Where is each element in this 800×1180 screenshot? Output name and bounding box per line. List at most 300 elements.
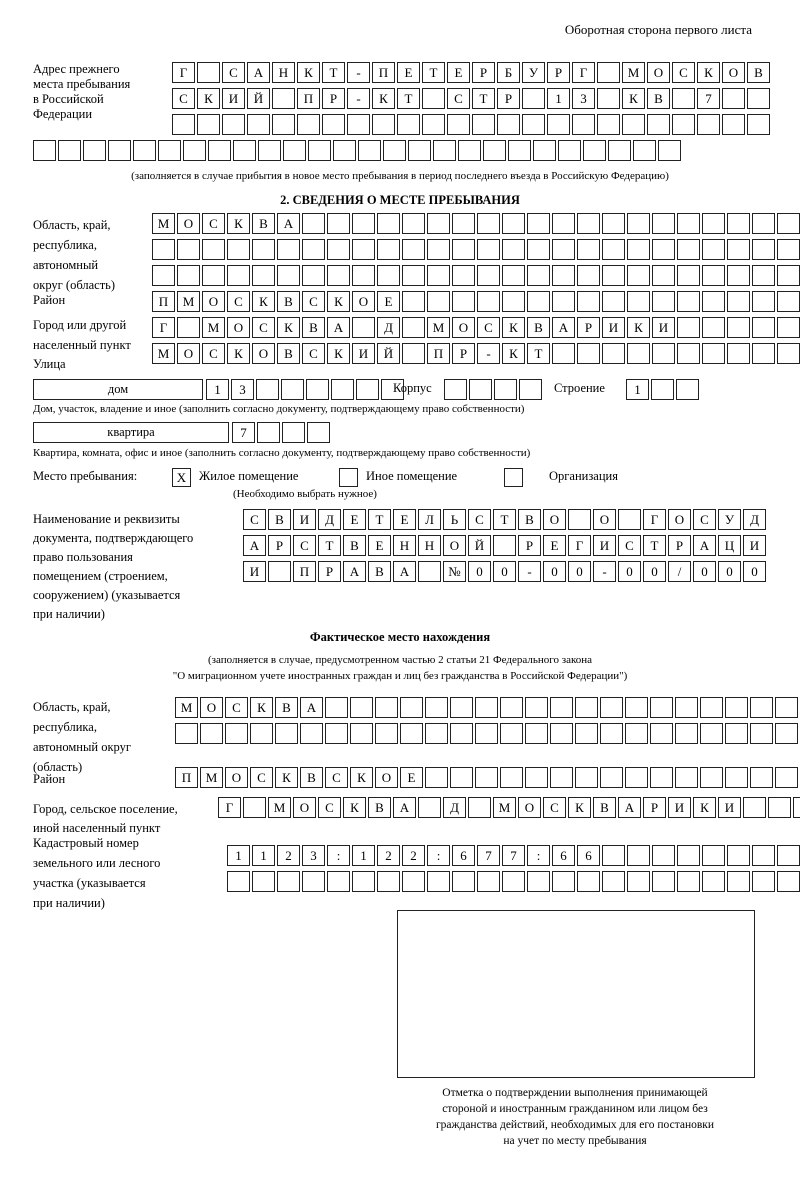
cadastral-r2-cell-14[interactable] (577, 871, 600, 892)
prev-address-r4-cell-11[interactable] (308, 140, 331, 161)
region-r3-cell-15[interactable] (527, 265, 550, 286)
actual-city-cell-11[interactable]: М (493, 797, 516, 818)
cadastral-r1-cell-20[interactable] (727, 845, 750, 866)
region-r1-cell-21[interactable] (677, 213, 700, 234)
city-r1-cell-22[interactable] (702, 317, 725, 338)
cadastral-r2-cell-13[interactable] (552, 871, 575, 892)
cadastral-r2-cell-10[interactable] (477, 871, 500, 892)
city-r1-cell-8[interactable] (352, 317, 375, 338)
prev-address-r2-cell-17[interactable] (597, 88, 620, 109)
region-r2-cell-9[interactable] (377, 239, 400, 260)
cadastral-r1-cell-13[interactable]: 6 (552, 845, 575, 866)
document-r3-cell-8[interactable]: № (443, 561, 466, 582)
cadastral-r1-cell-11[interactable]: 7 (502, 845, 525, 866)
street-cell-16[interactable] (552, 343, 575, 364)
city-r1-cell-17[interactable]: Р (577, 317, 600, 338)
prev-address-row-4[interactable] (33, 140, 683, 161)
prev-address-r1-cell-10[interactable]: Т (422, 62, 445, 83)
region-row-1[interactable] (152, 213, 800, 234)
actual-district-cell-11[interactable] (450, 767, 473, 788)
district-cell-19[interactable] (627, 291, 650, 312)
region-r2-cell-6[interactable] (302, 239, 325, 260)
house-cell-2[interactable] (256, 379, 279, 400)
flat-cells[interactable] (232, 422, 332, 443)
city-r1-cell-6[interactable]: В (302, 317, 325, 338)
prev-address-r4-cell-10[interactable] (283, 140, 306, 161)
stroenie-cells[interactable] (626, 379, 701, 400)
district-cell-24[interactable] (752, 291, 775, 312)
region-r3-cell-24[interactable] (752, 265, 775, 286)
actual-region-r1-cell-7[interactable] (350, 697, 373, 718)
cadastral-row-1[interactable] (227, 845, 800, 866)
region-r3-cell-10[interactable] (402, 265, 425, 286)
house-cell-6[interactable] (356, 379, 379, 400)
document-r3-cell-15[interactable]: 0 (618, 561, 641, 582)
document-r2-cell-9[interactable]: Й (468, 535, 491, 556)
district-cell-20[interactable] (652, 291, 675, 312)
cadastral-r2-cell-17[interactable] (652, 871, 675, 892)
region-r2-cell-16[interactable] (552, 239, 575, 260)
street-cell-17[interactable] (577, 343, 600, 364)
region-r2-cell-10[interactable] (402, 239, 425, 260)
actual-district-cell-21[interactable] (700, 767, 723, 788)
district-cell-4[interactable]: К (252, 291, 275, 312)
region-r1-cell-15[interactable] (527, 213, 550, 234)
actual-district-cell-2[interactable]: О (225, 767, 248, 788)
actual-region-r1-cell-8[interactable] (375, 697, 398, 718)
house-cell-0[interactable]: 1 (206, 379, 229, 400)
prev-address-r1-cell-3[interactable]: А (247, 62, 270, 83)
prev-address-r4-cell-0[interactable] (33, 140, 56, 161)
stroenie-cell-0[interactable]: 1 (626, 379, 649, 400)
prev-address-r4-cell-14[interactable] (383, 140, 406, 161)
prev-address-r3-cell-1[interactable] (197, 114, 220, 135)
region-r3-cell-0[interactable] (152, 265, 175, 286)
document-r1-cell-8[interactable]: Ь (443, 509, 466, 530)
actual-city-cell-18[interactable]: И (668, 797, 691, 818)
actual-region-r1-cell-0[interactable]: М (175, 697, 198, 718)
document-r1-cell-9[interactable]: С (468, 509, 491, 530)
prev-address-r1-cell-19[interactable]: О (647, 62, 670, 83)
street-cell-25[interactable] (777, 343, 800, 364)
prev-address-r4-cell-12[interactable] (333, 140, 356, 161)
cadastral-r1-cell-10[interactable]: 7 (477, 845, 500, 866)
actual-district-row[interactable] (175, 767, 800, 788)
city-r1-cell-11[interactable]: М (427, 317, 450, 338)
region-r2-cell-11[interactable] (427, 239, 450, 260)
flat-cell-1[interactable] (257, 422, 280, 443)
district-cell-23[interactable] (727, 291, 750, 312)
flat-cell-2[interactable] (282, 422, 305, 443)
region-r1-cell-6[interactable] (302, 213, 325, 234)
prev-address-r2-cell-9[interactable]: Т (397, 88, 420, 109)
district-cell-14[interactable] (502, 291, 525, 312)
actual-city-cell-13[interactable]: С (543, 797, 566, 818)
cadastral-r1-cell-15[interactable] (602, 845, 625, 866)
actual-region-r1-cell-24[interactable] (775, 697, 798, 718)
actual-region-r1-cell-20[interactable] (675, 697, 698, 718)
actual-region-r1-cell-13[interactable] (500, 697, 523, 718)
prev-address-r2-cell-3[interactable]: Й (247, 88, 270, 109)
actual-district-cell-12[interactable] (475, 767, 498, 788)
actual-region-r2-cell-0[interactable] (175, 723, 198, 744)
prev-address-r3-cell-0[interactable] (172, 114, 195, 135)
document-r2-cell-4[interactable]: В (343, 535, 366, 556)
house-cell-5[interactable] (331, 379, 354, 400)
korpus-cell-0[interactable] (444, 379, 467, 400)
cadastral-r2-cell-22[interactable] (777, 871, 800, 892)
actual-region-r1-cell-4[interactable]: В (275, 697, 298, 718)
city-r1-cell-21[interactable] (677, 317, 700, 338)
actual-region-r1-cell-17[interactable] (600, 697, 623, 718)
street-cell-19[interactable] (627, 343, 650, 364)
actual-city-cell-20[interactable]: И (718, 797, 741, 818)
prev-address-r1-cell-0[interactable]: Г (172, 62, 195, 83)
stay-type-checkbox-organization[interactable] (504, 468, 523, 487)
document-r1-cell-4[interactable]: Е (343, 509, 366, 530)
prev-address-row-3[interactable] (172, 114, 772, 135)
document-r2-cell-19[interactable]: Ц (718, 535, 741, 556)
prev-address-r4-cell-8[interactable] (233, 140, 256, 161)
cadastral-r1-cell-22[interactable] (777, 845, 800, 866)
district-cell-5[interactable]: В (277, 291, 300, 312)
prev-address-r3-cell-6[interactable] (322, 114, 345, 135)
district-cell-21[interactable] (677, 291, 700, 312)
document-r3-cell-10[interactable]: 0 (493, 561, 516, 582)
actual-city-cell-16[interactable]: А (618, 797, 641, 818)
prev-address-r4-cell-19[interactable] (508, 140, 531, 161)
city-r1-cell-24[interactable] (752, 317, 775, 338)
region-r3-cell-22[interactable] (702, 265, 725, 286)
district-cell-25[interactable] (777, 291, 800, 312)
actual-district-cell-15[interactable] (550, 767, 573, 788)
region-r1-cell-14[interactable] (502, 213, 525, 234)
street-cell-18[interactable] (602, 343, 625, 364)
document-r2-cell-8[interactable]: О (443, 535, 466, 556)
prev-address-r3-cell-4[interactable] (272, 114, 295, 135)
prev-address-r2-cell-10[interactable] (422, 88, 445, 109)
prev-address-r3-cell-11[interactable] (447, 114, 470, 135)
region-r3-cell-1[interactable] (177, 265, 200, 286)
prev-address-r1-cell-15[interactable]: Р (547, 62, 570, 83)
cadastral-r1-cell-6[interactable]: 2 (377, 845, 400, 866)
region-r2-cell-0[interactable] (152, 239, 175, 260)
document-r2-cell-6[interactable]: Н (393, 535, 416, 556)
actual-region-r2-cell-22[interactable] (725, 723, 748, 744)
region-r2-cell-24[interactable] (752, 239, 775, 260)
region-r2-cell-15[interactable] (527, 239, 550, 260)
cadastral-r1-cell-14[interactable]: 6 (577, 845, 600, 866)
region-r1-cell-16[interactable] (552, 213, 575, 234)
stroenie-cell-2[interactable] (676, 379, 699, 400)
cadastral-r1-cell-8[interactable]: : (427, 845, 450, 866)
document-r3-cell-17[interactable]: / (668, 561, 691, 582)
cadastral-r2-cell-19[interactable] (702, 871, 725, 892)
region-r1-cell-1[interactable]: О (177, 213, 200, 234)
region-r2-cell-5[interactable] (277, 239, 300, 260)
district-cell-13[interactable] (477, 291, 500, 312)
house-cell-1[interactable]: 3 (231, 379, 254, 400)
actual-city-row[interactable] (218, 797, 800, 818)
document-r2-cell-14[interactable]: И (593, 535, 616, 556)
prev-address-r1-cell-14[interactable]: У (522, 62, 545, 83)
actual-city-cell-4[interactable]: С (318, 797, 341, 818)
cadastral-r1-cell-18[interactable] (677, 845, 700, 866)
document-r1-cell-0[interactable]: С (243, 509, 266, 530)
document-r1-cell-20[interactable]: Д (743, 509, 766, 530)
actual-district-cell-5[interactable]: В (300, 767, 323, 788)
actual-city-cell-3[interactable]: О (293, 797, 316, 818)
prev-address-r2-cell-20[interactable] (672, 88, 695, 109)
prev-address-r2-cell-11[interactable]: С (447, 88, 470, 109)
document-r1-cell-12[interactable]: О (543, 509, 566, 530)
cadastral-r2-cell-2[interactable] (277, 871, 300, 892)
actual-region-r1-cell-22[interactable] (725, 697, 748, 718)
street-cell-24[interactable] (752, 343, 775, 364)
prev-address-r3-cell-3[interactable] (247, 114, 270, 135)
prev-address-r4-cell-23[interactable] (608, 140, 631, 161)
actual-region-r2-cell-21[interactable] (700, 723, 723, 744)
document-r1-cell-19[interactable]: У (718, 509, 741, 530)
document-r1-cell-7[interactable]: Л (418, 509, 441, 530)
city-r1-cell-7[interactable]: А (327, 317, 350, 338)
city-r1-cell-4[interactable]: С (252, 317, 275, 338)
cadastral-r2-cell-21[interactable] (752, 871, 775, 892)
district-cell-6[interactable]: С (302, 291, 325, 312)
prev-address-r2-cell-18[interactable]: К (622, 88, 645, 109)
region-r3-cell-17[interactable] (577, 265, 600, 286)
prev-address-r3-cell-13[interactable] (497, 114, 520, 135)
actual-region-r2-cell-10[interactable] (425, 723, 448, 744)
prev-address-r1-cell-22[interactable]: О (722, 62, 745, 83)
street-cell-14[interactable]: К (502, 343, 525, 364)
district-cell-15[interactable] (527, 291, 550, 312)
korpus-cell-3[interactable] (519, 379, 542, 400)
actual-city-cell-22[interactable] (768, 797, 791, 818)
city-r1-cell-25[interactable] (777, 317, 800, 338)
region-r3-cell-20[interactable] (652, 265, 675, 286)
region-r1-cell-2[interactable]: С (202, 213, 225, 234)
prev-address-r3-cell-14[interactable] (522, 114, 545, 135)
cadastral-r2-cell-11[interactable] (502, 871, 525, 892)
actual-region-row-2[interactable] (175, 723, 800, 744)
prev-address-r4-cell-22[interactable] (583, 140, 606, 161)
region-r2-cell-20[interactable] (652, 239, 675, 260)
street-cell-7[interactable]: К (327, 343, 350, 364)
document-r3-cell-6[interactable]: А (393, 561, 416, 582)
district-cell-17[interactable] (577, 291, 600, 312)
region-r1-cell-3[interactable]: К (227, 213, 250, 234)
prev-address-r3-cell-17[interactable] (597, 114, 620, 135)
actual-region-r2-cell-9[interactable] (400, 723, 423, 744)
city-r1-cell-19[interactable]: К (627, 317, 650, 338)
prev-address-r1-cell-17[interactable] (597, 62, 620, 83)
region-r3-cell-4[interactable] (252, 265, 275, 286)
actual-city-cell-9[interactable]: Д (443, 797, 466, 818)
region-r1-cell-0[interactable]: М (152, 213, 175, 234)
actual-city-cell-6[interactable]: В (368, 797, 391, 818)
stroenie-cell-1[interactable] (651, 379, 674, 400)
region-r2-cell-8[interactable] (352, 239, 375, 260)
region-r3-cell-5[interactable] (277, 265, 300, 286)
city-r1-cell-3[interactable]: О (227, 317, 250, 338)
actual-region-r2-cell-15[interactable] (550, 723, 573, 744)
document-r2-cell-1[interactable]: Р (268, 535, 291, 556)
prev-address-r4-cell-6[interactable] (183, 140, 206, 161)
actual-city-cell-17[interactable]: Р (643, 797, 666, 818)
prev-address-r2-cell-7[interactable]: - (347, 88, 370, 109)
region-r2-cell-19[interactable] (627, 239, 650, 260)
prev-address-r1-cell-11[interactable]: Е (447, 62, 470, 83)
document-r3-cell-19[interactable]: 0 (718, 561, 741, 582)
district-cell-7[interactable]: К (327, 291, 350, 312)
actual-city-cell-21[interactable] (743, 797, 766, 818)
actual-region-r2-cell-6[interactable] (325, 723, 348, 744)
actual-district-cell-10[interactable] (425, 767, 448, 788)
district-cell-8[interactable]: О (352, 291, 375, 312)
prev-address-r3-cell-8[interactable] (372, 114, 395, 135)
document-r3-cell-20[interactable]: 0 (743, 561, 766, 582)
region-r1-cell-11[interactable] (427, 213, 450, 234)
cadastral-r2-cell-1[interactable] (252, 871, 275, 892)
district-cell-16[interactable] (552, 291, 575, 312)
actual-region-r1-cell-12[interactable] (475, 697, 498, 718)
region-r3-cell-7[interactable] (327, 265, 350, 286)
prev-address-r4-cell-20[interactable] (533, 140, 556, 161)
actual-region-r1-cell-10[interactable] (425, 697, 448, 718)
actual-region-r1-cell-2[interactable]: С (225, 697, 248, 718)
prev-address-r2-cell-16[interactable]: 3 (572, 88, 595, 109)
stay-type-checkbox-other[interactable] (339, 468, 358, 487)
prev-address-r3-cell-10[interactable] (422, 114, 445, 135)
actual-district-cell-8[interactable]: О (375, 767, 398, 788)
region-r1-cell-4[interactable]: В (252, 213, 275, 234)
actual-region-r1-cell-14[interactable] (525, 697, 548, 718)
actual-district-cell-17[interactable] (600, 767, 623, 788)
region-r1-cell-7[interactable] (327, 213, 350, 234)
actual-city-cell-10[interactable] (468, 797, 491, 818)
street-cell-4[interactable]: О (252, 343, 275, 364)
prev-address-r2-cell-4[interactable] (272, 88, 295, 109)
document-r2-cell-20[interactable]: И (743, 535, 766, 556)
district-cell-2[interactable]: О (202, 291, 225, 312)
prev-address-r4-cell-17[interactable] (458, 140, 481, 161)
cadastral-r2-cell-16[interactable] (627, 871, 650, 892)
prev-address-r1-cell-18[interactable]: М (622, 62, 645, 83)
district-cell-18[interactable] (602, 291, 625, 312)
prev-address-r2-cell-15[interactable]: 1 (547, 88, 570, 109)
region-r3-cell-16[interactable] (552, 265, 575, 286)
prev-address-r4-cell-2[interactable] (83, 140, 106, 161)
prev-address-r3-cell-23[interactable] (747, 114, 770, 135)
document-r2-cell-18[interactable]: А (693, 535, 716, 556)
document-row-2[interactable] (243, 535, 768, 556)
prev-address-r2-cell-1[interactable]: К (197, 88, 220, 109)
document-row-3[interactable] (243, 561, 768, 582)
region-r1-cell-9[interactable] (377, 213, 400, 234)
region-r1-cell-8[interactable] (352, 213, 375, 234)
prev-address-r1-cell-8[interactable]: П (372, 62, 395, 83)
document-r3-cell-11[interactable]: - (518, 561, 541, 582)
actual-region-r2-cell-13[interactable] (500, 723, 523, 744)
document-r3-cell-14[interactable]: - (593, 561, 616, 582)
actual-region-r1-cell-11[interactable] (450, 697, 473, 718)
cadastral-r1-cell-0[interactable]: 1 (227, 845, 250, 866)
actual-district-cell-18[interactable] (625, 767, 648, 788)
korpus-cell-2[interactable] (494, 379, 517, 400)
region-r2-cell-17[interactable] (577, 239, 600, 260)
cadastral-r2-cell-20[interactable] (727, 871, 750, 892)
actual-district-cell-24[interactable] (775, 767, 798, 788)
actual-region-r1-cell-9[interactable] (400, 697, 423, 718)
region-r2-cell-7[interactable] (327, 239, 350, 260)
prev-address-r3-cell-18[interactable] (622, 114, 645, 135)
region-r3-cell-3[interactable] (227, 265, 250, 286)
region-r3-cell-25[interactable] (777, 265, 800, 286)
cadastral-r1-cell-12[interactable]: : (527, 845, 550, 866)
prev-address-r1-cell-4[interactable]: Н (272, 62, 295, 83)
flat-cell-0[interactable]: 7 (232, 422, 255, 443)
prev-address-r4-cell-18[interactable] (483, 140, 506, 161)
prev-address-r1-cell-12[interactable]: Р (472, 62, 495, 83)
cadastral-row-2[interactable] (227, 871, 800, 892)
actual-district-cell-3[interactable]: С (250, 767, 273, 788)
region-r2-cell-25[interactable] (777, 239, 800, 260)
document-r3-cell-1[interactable] (268, 561, 291, 582)
actual-district-cell-20[interactable] (675, 767, 698, 788)
region-r3-cell-13[interactable] (477, 265, 500, 286)
prev-address-r4-cell-7[interactable] (208, 140, 231, 161)
prev-address-r3-cell-12[interactable] (472, 114, 495, 135)
region-r2-cell-1[interactable] (177, 239, 200, 260)
region-r1-cell-20[interactable] (652, 213, 675, 234)
cadastral-r2-cell-5[interactable] (352, 871, 375, 892)
cadastral-r2-cell-3[interactable] (302, 871, 325, 892)
prev-address-r2-cell-0[interactable]: С (172, 88, 195, 109)
prev-address-r3-cell-21[interactable] (697, 114, 720, 135)
actual-district-cell-19[interactable] (650, 767, 673, 788)
actual-city-cell-23[interactable] (793, 797, 800, 818)
actual-region-r2-cell-11[interactable] (450, 723, 473, 744)
prev-address-r4-cell-5[interactable] (158, 140, 181, 161)
actual-district-cell-16[interactable] (575, 767, 598, 788)
region-r1-cell-18[interactable] (602, 213, 625, 234)
document-r1-cell-1[interactable]: В (268, 509, 291, 530)
prev-address-r1-cell-6[interactable]: Т (322, 62, 345, 83)
cadastral-r2-cell-0[interactable] (227, 871, 250, 892)
actual-district-cell-6[interactable]: С (325, 767, 348, 788)
actual-region-r2-cell-8[interactable] (375, 723, 398, 744)
prev-address-r4-cell-13[interactable] (358, 140, 381, 161)
prev-address-r3-cell-7[interactable] (347, 114, 370, 135)
region-r3-cell-6[interactable] (302, 265, 325, 286)
actual-district-cell-13[interactable] (500, 767, 523, 788)
actual-region-r2-cell-5[interactable] (300, 723, 323, 744)
stamp-area-box[interactable] (397, 910, 755, 1078)
document-r1-cell-3[interactable]: Д (318, 509, 341, 530)
prev-address-row-2[interactable] (172, 88, 772, 109)
actual-region-r2-cell-19[interactable] (650, 723, 673, 744)
cadastral-r1-cell-9[interactable]: 6 (452, 845, 475, 866)
street-cell-10[interactable] (402, 343, 425, 364)
house-number-cells[interactable] (206, 379, 406, 400)
prev-address-r3-cell-16[interactable] (572, 114, 595, 135)
document-r2-cell-11[interactable]: Р (518, 535, 541, 556)
district-cell-22[interactable] (702, 291, 725, 312)
prev-address-r3-cell-5[interactable] (297, 114, 320, 135)
cadastral-r1-cell-1[interactable]: 1 (252, 845, 275, 866)
prev-address-r2-cell-19[interactable]: В (647, 88, 670, 109)
